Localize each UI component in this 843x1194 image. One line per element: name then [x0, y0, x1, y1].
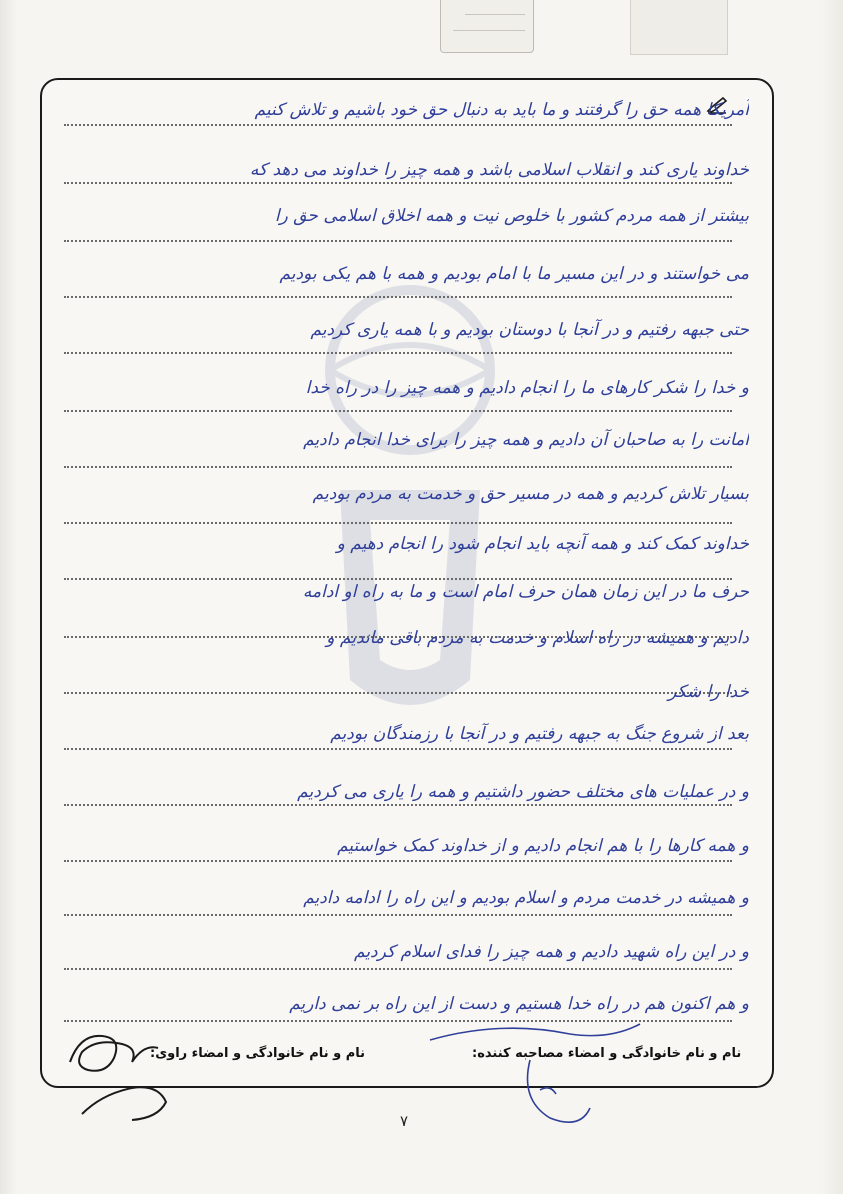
- rule-line: [64, 296, 732, 298]
- narrator-signature: [62, 1014, 172, 1134]
- handwritten-line: دادیم و همیشه در راه اسلام و خدمت به مردم باقی ماندیم و: [326, 628, 749, 648]
- rule-line: [64, 968, 732, 970]
- page-number: ۷: [400, 1112, 409, 1130]
- rule-line: [64, 914, 732, 916]
- rule-line: [64, 410, 732, 412]
- handwritten-line: خداوند کمک کند و همه آنچه باید انجام شود را انجام دهیم و: [336, 534, 749, 554]
- header-logo: [630, 0, 728, 55]
- handwritten-line: حتی جبهه رفتیم و در آنجا با دوستان بودیم و با همه یاری کردیم: [310, 320, 749, 340]
- handwritten-line: و در عملیات های مختلف حضور داشتیم و همه را یاری می کردیم: [297, 782, 749, 802]
- interviewer-signature: [420, 1000, 650, 1150]
- header-stamp: [440, 0, 534, 53]
- narrator-signature-label: نام و نام خانوادگی و امضاء راوی:: [150, 1046, 365, 1061]
- handwritten-line: و خدا را شکر کارهای ما را انجام دادیم و همه چیز را در راه خدا: [305, 378, 749, 398]
- handwritten-line: و هم اکنون هم در راه خدا هستیم و دست از این راه بر نمی داریم: [289, 994, 749, 1014]
- handwritten-line: خداوند یاری کند و انقلاب اسلامی باشد و همه چیز را خداوند می دهد که: [249, 160, 749, 180]
- rule-line: [64, 124, 732, 126]
- rule-line: [64, 182, 732, 184]
- handwritten-line: حرف ما در این زمان همان حرف امام است و ما به راه او ادامه: [302, 582, 749, 602]
- rule-line: [64, 748, 732, 750]
- handwritten-line: بعد از شروع جنگ به جبهه رفتیم و در آنجا با رزمندگان بودیم: [330, 724, 749, 744]
- interviewer-signature-label: نام و نام خانوادگی و امضاء مصاحبه کننده:: [472, 1046, 742, 1061]
- rule-line: [64, 352, 732, 354]
- handwritten-line: می خواستند و در این مسیر ما با امام بودیم و همه با هم یکی بودیم: [279, 264, 749, 284]
- rule-line: [64, 522, 732, 524]
- handwritten-line: خدا را شکر: [668, 682, 749, 702]
- handwritten-line: و در این راه شهید دادیم و همه چیز را فدای اسلام کردیم: [354, 942, 749, 962]
- rule-line: [64, 860, 732, 862]
- handwritten-line: و همه کارها را با هم انجام دادیم و از خداوند کمک خواستیم: [337, 836, 749, 856]
- handwritten-line: بیشتر از همه مردم کشور با خلوص نیت و همه اخلاق اسلامی حق را: [274, 206, 749, 226]
- handwritten-line: و همیشه در خدمت مردم و اسلام بودیم و این راه را ادامه دادیم: [303, 888, 749, 908]
- handwritten-line: امانت را به صاحبان آن دادیم و همه چیز را برای خدا انجام دادیم: [303, 430, 749, 450]
- rule-line: [64, 240, 732, 242]
- handwritten-line: بسیار تلاش کردیم و همه در مسیر حق و خدمت به مردم بودیم: [312, 484, 749, 504]
- handwritten-line: آمریکا همه حق را گرفتند و ما باید به دنبال حق خود باشیم و تلاش کنیم: [254, 100, 749, 120]
- rule-line: [64, 466, 732, 468]
- rule-line: [64, 804, 732, 806]
